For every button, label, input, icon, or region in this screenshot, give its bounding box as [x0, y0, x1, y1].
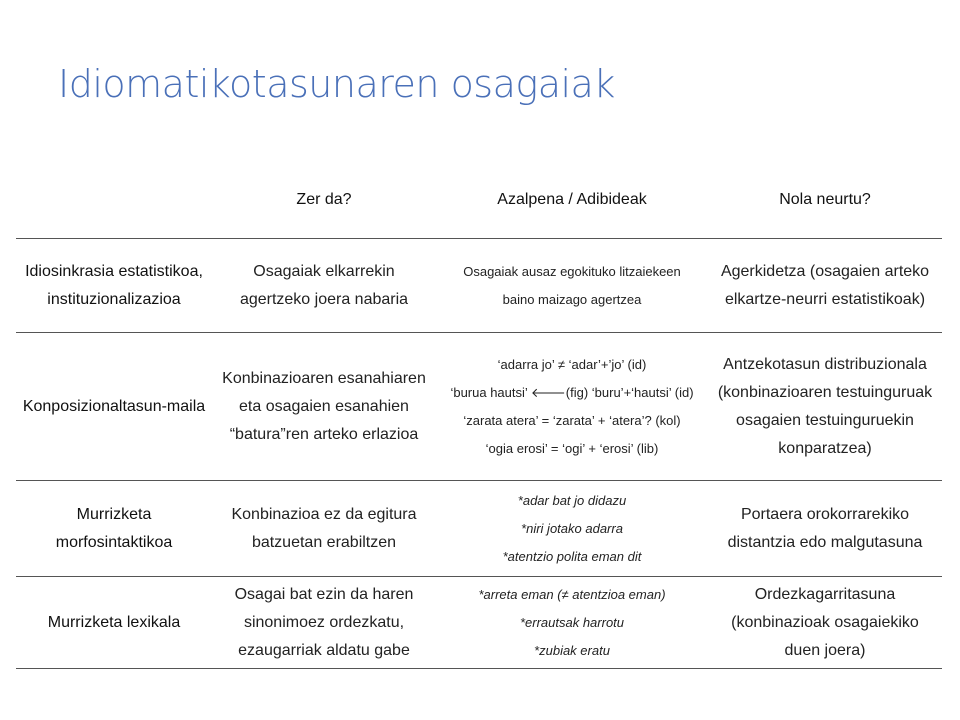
example-line: ‘zarata atera’ = ‘zarata’ + ‘atera’? (kol)	[463, 412, 681, 428]
example-line: ‘adarra jo’ ≠ ‘adar’+’jo’ (id)	[497, 356, 647, 372]
row-examples	[436, 481, 708, 577]
example-line: *adar bat jo didazu	[517, 492, 627, 508]
row-measure: Ordezkagarritasuna (konbinazioak osagaiekiko duen joera)	[708, 577, 942, 669]
row-label: Konposizionaltasun-maila	[16, 333, 212, 481]
example-line: *errautsak harrotu	[519, 614, 625, 630]
table-row	[16, 333, 942, 481]
row-label: Idiosinkrasia estatistikoa, instituzionalizazioa	[16, 239, 212, 333]
row-what: Konbinazioaren esanahiaren eta osagaien esanahien “batura”ren arteko erlazioa	[212, 333, 436, 481]
header-measure: Nola neurtu?	[708, 162, 942, 239]
row-measure: Agerkidetza (osagaien arteko elkartze-neurri estatistikoak)	[708, 239, 942, 333]
header-empty	[16, 162, 212, 239]
example-line: *niri jotako adarra	[521, 520, 623, 536]
example-line: ‘burua hautsi’ 🡐(fig) ‘buru’+‘hautsi’ (id)	[450, 384, 694, 400]
idiomaticity-table	[16, 162, 942, 669]
row-examples	[436, 239, 708, 333]
table-header-row	[16, 162, 942, 239]
example-line: *arreta eman (≠ atentzioa eman)	[478, 586, 666, 602]
header-examples: Azalpena / Adibideak	[436, 162, 708, 239]
row-label: Murrizketa morfosintaktikoa	[16, 481, 212, 577]
row-what: Konbinazioa ez da egitura batzuetan erabiltzen	[212, 481, 436, 577]
table-row	[16, 577, 942, 669]
table-row	[16, 481, 942, 577]
example-line: baino maizago agertzea	[502, 291, 642, 307]
row-measure: Antzekotasun distribuzionala (konbinazioaren testuinguruak osagaien testuinguruekin konparatzea)	[708, 333, 942, 481]
row-examples	[436, 577, 708, 669]
header-what: Zer da?	[212, 162, 436, 239]
row-what: Osagaiak elkarrekin agertzeko joera nabaria	[212, 239, 436, 333]
slide-title: Idiomatikotasunaren osagaiak	[58, 62, 615, 106]
row-examples	[436, 333, 708, 481]
example-line: *atentzio polita eman dit	[502, 548, 642, 564]
table-row	[16, 239, 942, 333]
example-line: *zubiak eratu	[534, 642, 610, 658]
example-line: Osagaiak ausaz egokituko litzaiekeen	[463, 263, 681, 279]
example-line: ‘ogia erosi’ = ‘ogi’ + ‘erosi’ (lib)	[485, 440, 659, 456]
row-what: Osagai bat ezin da haren sinonimoez ordezkatu, ezaugarriak aldatu gabe	[212, 577, 436, 669]
row-measure: Portaera orokorrarekiko distantzia edo malgutasuna	[708, 481, 942, 577]
row-label: Murrizketa lexikala	[16, 577, 212, 669]
